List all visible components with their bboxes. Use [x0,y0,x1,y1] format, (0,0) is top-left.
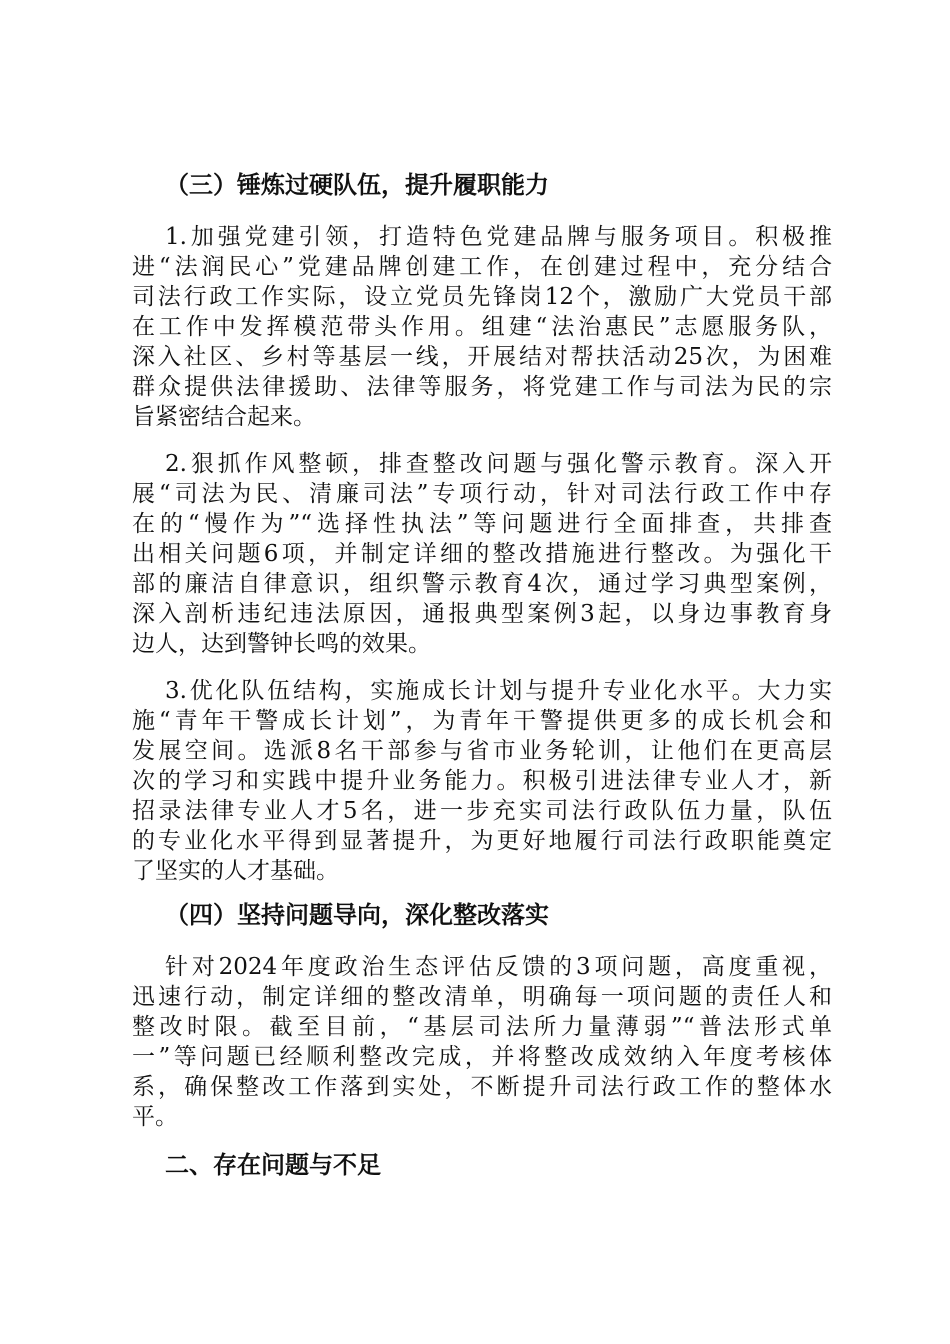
paragraph-party-building [132,222,832,432]
paragraph-team-structure [132,676,832,886]
text-line: 整改时限。截至目前，“基层司法所力量薄弱”“普法形式单 [132,1014,832,1040]
text-line: 进“法润民心”党建品牌创建工作，在创建过程中，充分结合 [132,254,832,280]
text-line: 在的“慢作为”“选择性执法”等问题进行全面排查，共排查 [132,511,832,537]
text-line: 施“青年干警成长计划”，为青年干警提供更多的成长机会和 [132,708,832,734]
text-line: 平。 [132,1104,178,1130]
text-line: 招录法律专业人才5名，进一步充实司法行政队伍力量，队伍 [132,798,832,824]
text-line: 展“司法为民、清廉司法”专项行动，针对司法行政工作中存 [132,481,832,507]
text-line: 发展空间。选派8名干部参与省市业务轮训，让他们在更高层 [132,738,832,764]
text-line: 深入社区、乡村等基层一线，开展结对帮扶活动25次，为困难 [132,344,832,370]
text-line: 出相关问题6项，并制定详细的整改措施进行整改。为强化干 [132,541,832,567]
text-line: 部的廉洁自律意识，组织警示教育4次，通过学习典型案例， [132,571,832,597]
paragraph-rectification [132,952,832,1132]
section-heading-3: （三）锤炼过硬队伍，提升履职能力 [165,171,549,199]
text-line: 群众提供法律援助、法律等服务，将党建工作与司法为民的宗 [132,374,832,400]
text-line: 一”等问题已经顺利整改完成，并将整改成效纳入年度考核体 [132,1044,832,1070]
text-line: 系，确保整改工作落到实处，不断提升司法行政工作的整体水 [132,1074,832,1100]
part-heading-2: 二、存在问题与不足 [165,1151,381,1179]
text-line: 了坚实的人才基础。 [132,858,339,884]
text-line: 的专业化水平得到显著提升，为更好地履行司法行政职能奠定 [132,828,832,854]
text-line: 在工作中发挥模范带头作用。组建“法治惠民”志愿服务队， [132,314,832,340]
text-line: 深入剖析违纪违法原因，通报典型案例3起，以身边事教育身 [132,601,832,627]
text-line: 旨紧密结合起来。 [132,404,316,430]
text-line: 2.狠抓作风整顿，排查整改问题与强化警示教育。深入开 [165,451,832,477]
text-line: 1.加强党建引领，打造特色党建品牌与服务项目。积极推 [165,224,832,250]
text-line: 针对2024年度政治生态评估反馈的3项问题，高度重视， [165,954,832,980]
paragraph-work-style [132,449,832,659]
text-line: 次的学习和实践中提升业务能力。积极引进法律专业人才，新 [132,768,832,794]
text-line: 边人，达到警钟长鸣的效果。 [132,631,431,657]
text-line: 司法行政工作实际，设立党员先锋岗12个，激励广大党员干部 [132,284,832,310]
text-line: 3.优化队伍结构，实施成长计划与提升专业化水平。大力实 [165,678,832,704]
section-heading-4: （四）坚持问题导向，深化整改落实 [165,901,549,929]
text-line: 迅速行动，制定详细的整改清单，明确每一项问题的责任人和 [132,984,832,1010]
